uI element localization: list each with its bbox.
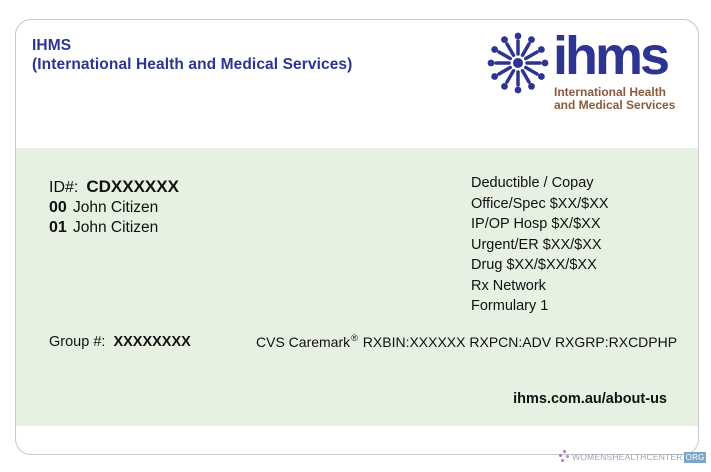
org-name: IHMS [32,37,72,54]
member-info [49,177,179,239]
benefit-line: Urgent/ER $XX/$XX [471,236,602,253]
member-name: John Citizen [73,199,159,216]
logo-subtitle-line1: International Health [554,85,667,99]
benefit-line: Formulary 1 [471,298,549,314]
member-id-line [49,177,179,199]
rx-info [256,333,677,350]
starburst-logo-icon [487,32,549,94]
watermark [558,449,706,465]
group-value: XXXXXXXX [113,334,191,350]
group-label: Group #: [49,334,106,350]
website-link[interactable]: ihms.com.au/about-us [513,391,667,407]
id-value: CDXXXXXX [86,177,179,196]
org-full-name: (International Health and Medical Services) [32,56,353,73]
benefit-line: Deductible / Copay [471,175,594,191]
logo-subtitle-line2: and Medical Services [554,98,676,112]
member-number: 00 [49,199,67,216]
benefit-line: Office/Spec $XX/$XX [471,195,609,212]
benefit-line: Rx Network [471,277,546,294]
member-name: John Citizen [73,219,159,236]
member-row [49,219,179,239]
watermark-text: WOMENSHEALTHCENTER [572,452,683,462]
rx-codes: RXBIN:XXXXXX RXPCN:ADV RXGRP:RXCDPHP [362,334,678,350]
group-number [49,334,191,350]
registered-mark: ® [351,333,358,343]
benefit-line: Drug $XX/$XX/$XX [471,257,597,273]
watermark-suffix: ORG [685,452,705,462]
benefit-line: IP/OP Hosp $X/$XX [471,216,601,232]
insurance-card [15,19,699,455]
member-row [49,199,179,219]
logo-wordmark: ihms [553,26,668,86]
benefits-list [471,173,609,317]
rx-provider: CVS Caremark [256,334,351,350]
id-label: ID#: [49,179,79,196]
member-number: 01 [49,219,67,236]
watermark-dots-icon [558,450,570,464]
ihms-logo [487,26,687,132]
logo-subtitle [554,86,694,112]
card-header [32,36,352,74]
